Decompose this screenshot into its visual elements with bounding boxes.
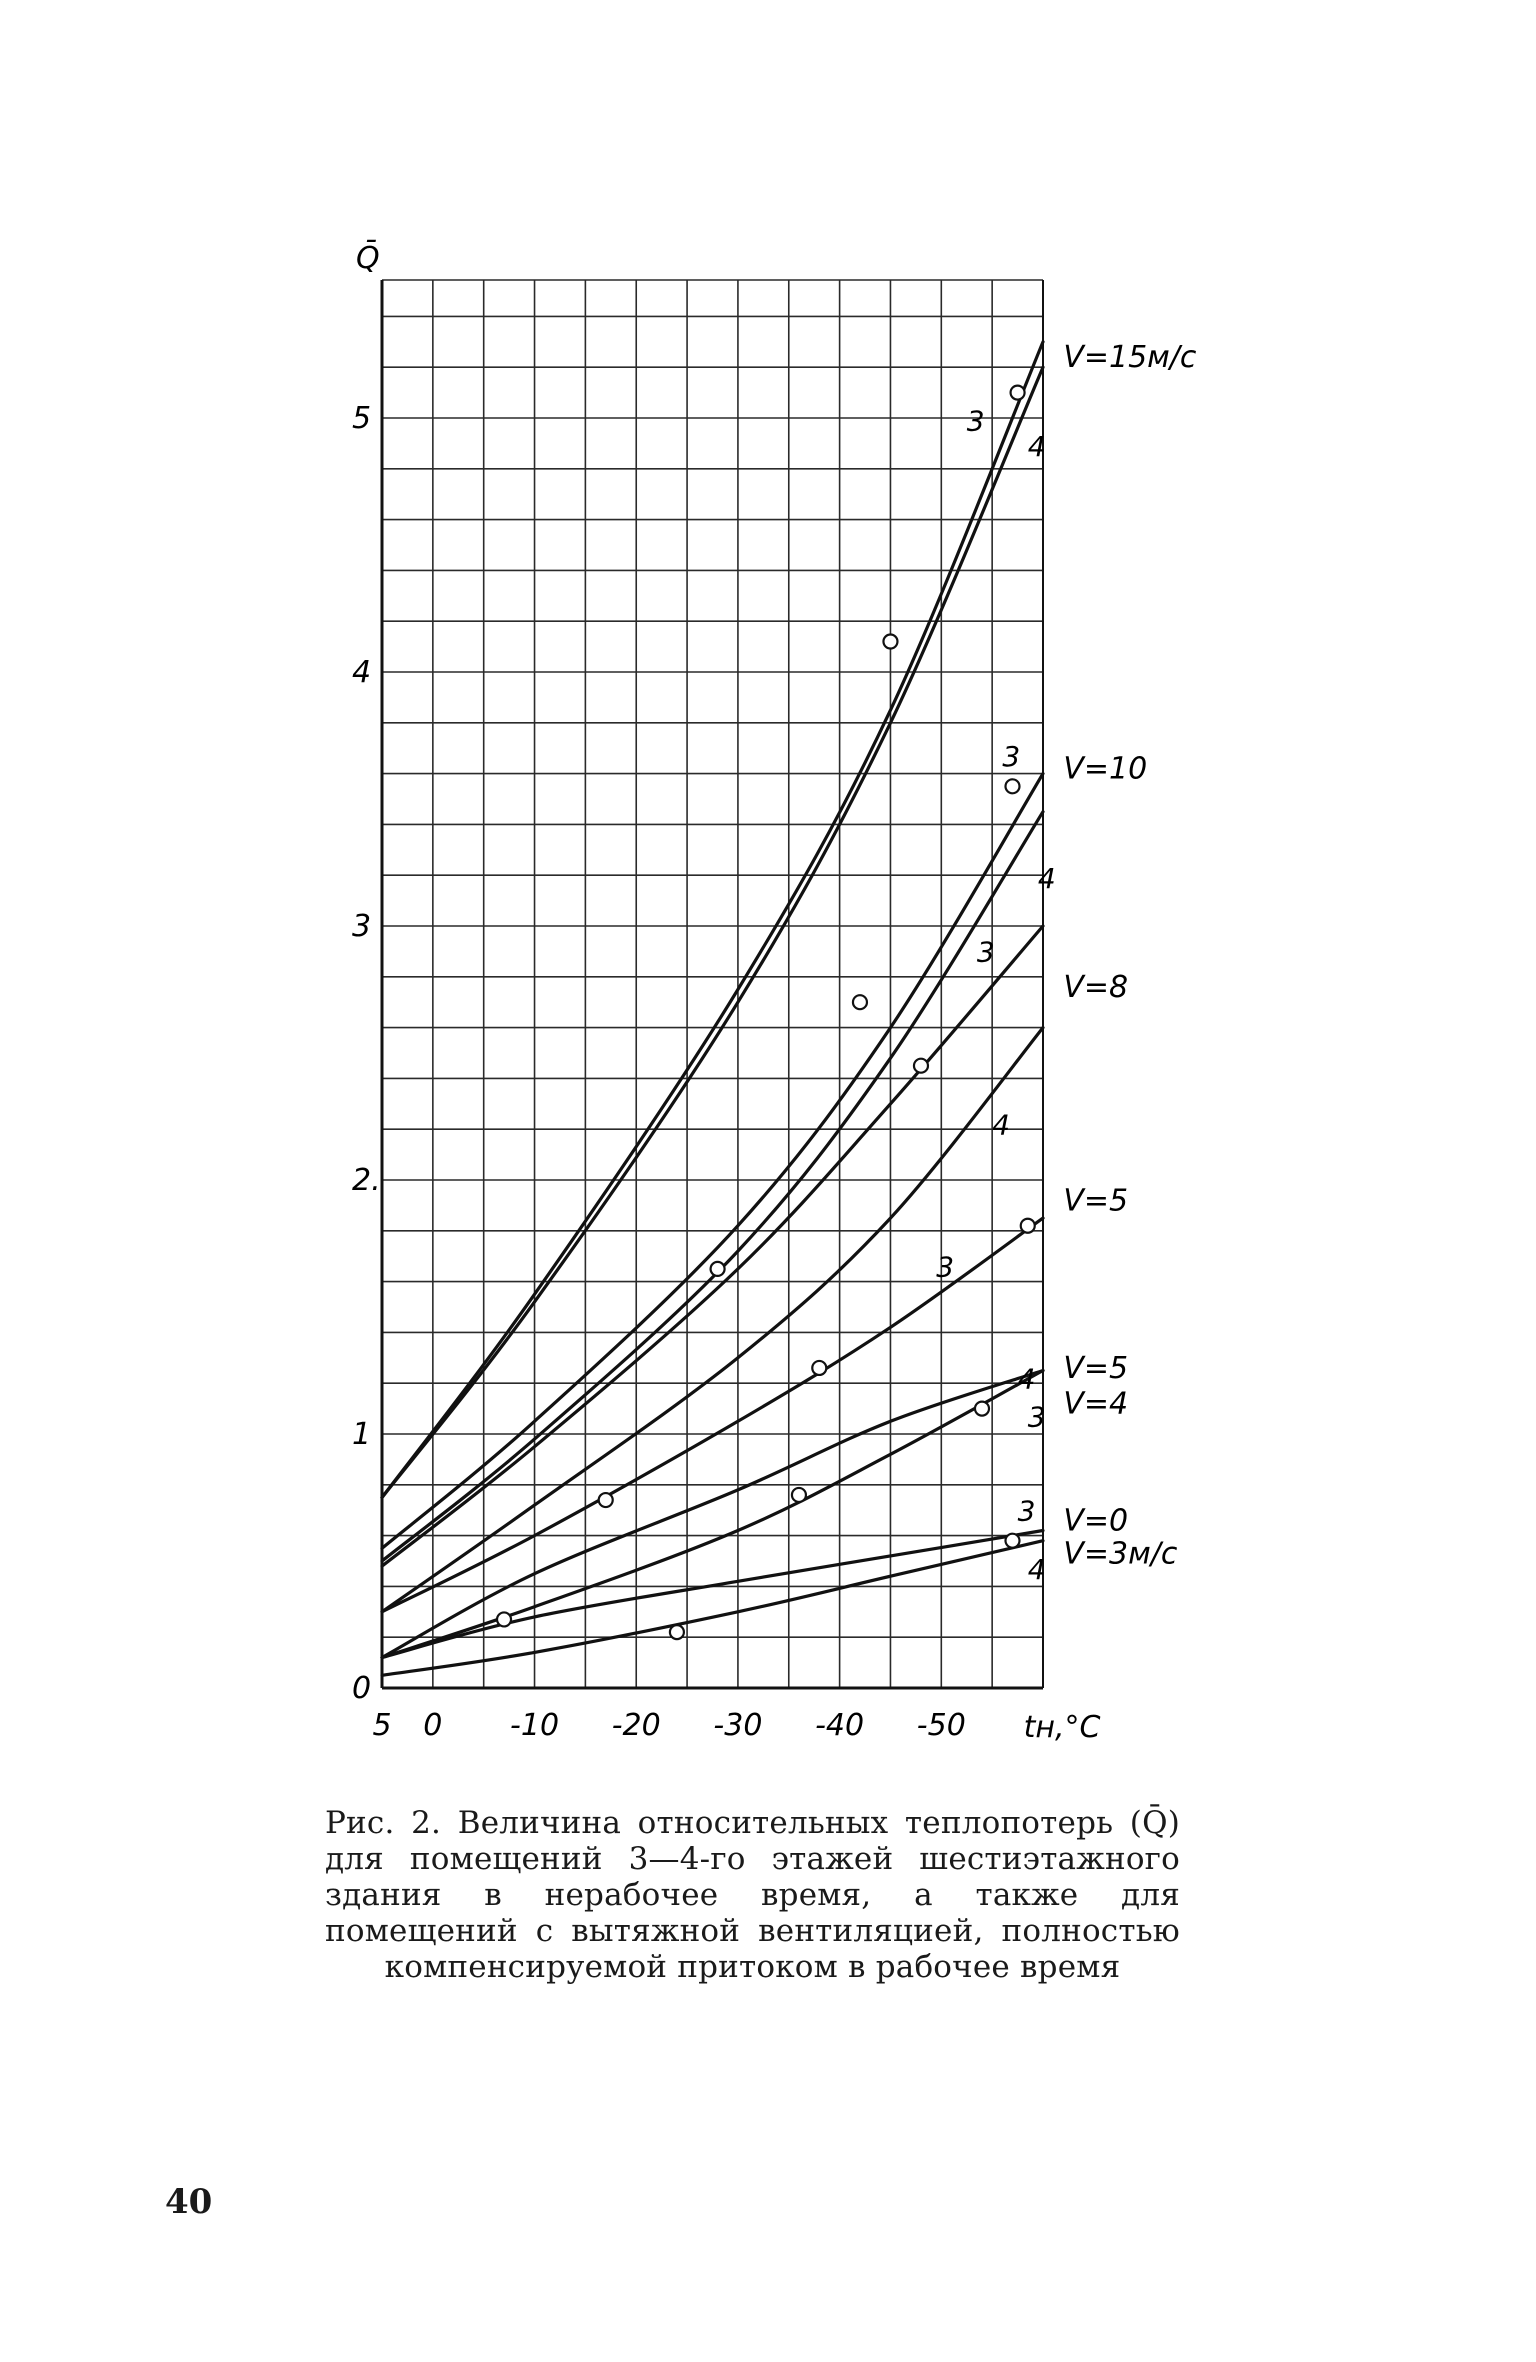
data-point-marker bbox=[914, 1059, 928, 1073]
speed-annotation: V=15м/с bbox=[1063, 340, 1197, 376]
series-line-floor-3 bbox=[382, 1371, 1043, 1658]
floor-annotation: 4 bbox=[1017, 1362, 1036, 1396]
y-tick-label: 5 bbox=[352, 401, 372, 436]
series-line-floor-3 bbox=[382, 1531, 1043, 1658]
floor-annotation: 4 bbox=[1037, 861, 1056, 895]
chart-grid bbox=[382, 280, 1043, 1688]
chart-series bbox=[382, 342, 1043, 1676]
floor-annotation: 3 bbox=[1027, 1400, 1046, 1434]
floor-annotation: 3 bbox=[1017, 1494, 1036, 1528]
x-tick-label: -10 bbox=[510, 1708, 560, 1743]
speed-annotation: V=10 bbox=[1063, 751, 1148, 787]
data-point-marker bbox=[599, 1493, 613, 1507]
y-tick-label: 2. bbox=[352, 1163, 381, 1198]
x-tick-label: -20 bbox=[611, 1708, 661, 1743]
y-tick-label: 0 bbox=[352, 1671, 372, 1706]
speed-annotation: V=0 bbox=[1063, 1503, 1129, 1539]
speed-annotation: V=4 bbox=[1063, 1386, 1129, 1422]
y-axis-label: Q̄ bbox=[356, 241, 380, 276]
floor-annotation: 3 bbox=[966, 404, 985, 438]
series-line-floor-4 bbox=[382, 367, 1043, 1497]
chart-markers bbox=[497, 386, 1035, 1640]
floor-annotation: 3 bbox=[1002, 739, 1021, 773]
speed-annotation: V=3м/с bbox=[1063, 1536, 1178, 1572]
series-line-floor-4 bbox=[382, 1371, 1043, 1658]
data-point-marker bbox=[497, 1612, 511, 1626]
series-line-floor-3 bbox=[382, 774, 1043, 1549]
series-line-floor-4 bbox=[382, 1028, 1043, 1612]
data-point-marker bbox=[670, 1625, 684, 1639]
data-point-marker bbox=[883, 635, 897, 649]
speed-annotation: V=5 bbox=[1063, 1351, 1129, 1387]
x-tick-label: 5 bbox=[372, 1708, 392, 1743]
x-tick-label: 0 bbox=[423, 1708, 443, 1743]
y-tick-label: 4 bbox=[352, 655, 372, 690]
chart-labels bbox=[352, 240, 1197, 1745]
x-tick-label: -30 bbox=[713, 1708, 763, 1743]
x-axis-label: tн,°C bbox=[1023, 1710, 1101, 1745]
floor-annotation: 3 bbox=[936, 1250, 955, 1284]
data-point-marker bbox=[1021, 1219, 1035, 1233]
speed-annotation: V=5 bbox=[1063, 1183, 1129, 1219]
chart-axes bbox=[382, 280, 1043, 1688]
series-line-floor-4 bbox=[382, 812, 1043, 1561]
data-point-marker bbox=[853, 995, 867, 1009]
speed-annotation: V=8 bbox=[1063, 970, 1129, 1006]
x-tick-label: -40 bbox=[815, 1708, 865, 1743]
figure-caption: Рис. 2. Величина относительных теплопотерь (Q̄) для помещений 3—4-го этажей шестиэтажного здания в нерабочее время, а также для помещений с вытяжной вентиляцией, полностью компенсируемой притоком в рабочее время bbox=[325, 1805, 1180, 1985]
x-tick-label: -50 bbox=[916, 1708, 966, 1743]
floor-annotation: 4 bbox=[1027, 1552, 1046, 1586]
floor-annotation: 4 bbox=[992, 1108, 1010, 1142]
data-point-marker bbox=[1005, 1534, 1019, 1548]
series-line-floor-3 bbox=[382, 342, 1043, 1498]
floor-annotation: 4 bbox=[1027, 430, 1046, 464]
data-point-marker bbox=[812, 1361, 826, 1375]
data-point-marker bbox=[792, 1488, 806, 1502]
data-point-marker bbox=[1011, 386, 1025, 400]
floor-annotation: 3 bbox=[976, 935, 995, 969]
data-point-marker bbox=[1005, 779, 1019, 793]
series-line-floor-3 bbox=[382, 926, 1043, 1566]
y-tick-label: 1 bbox=[352, 1417, 372, 1452]
series-line-floor-4 bbox=[382, 1541, 1043, 1676]
y-tick-label: 3 bbox=[352, 909, 372, 944]
page-number: 40 bbox=[165, 2182, 213, 2222]
data-point-marker bbox=[975, 1402, 989, 1416]
data-point-marker bbox=[711, 1262, 725, 1276]
